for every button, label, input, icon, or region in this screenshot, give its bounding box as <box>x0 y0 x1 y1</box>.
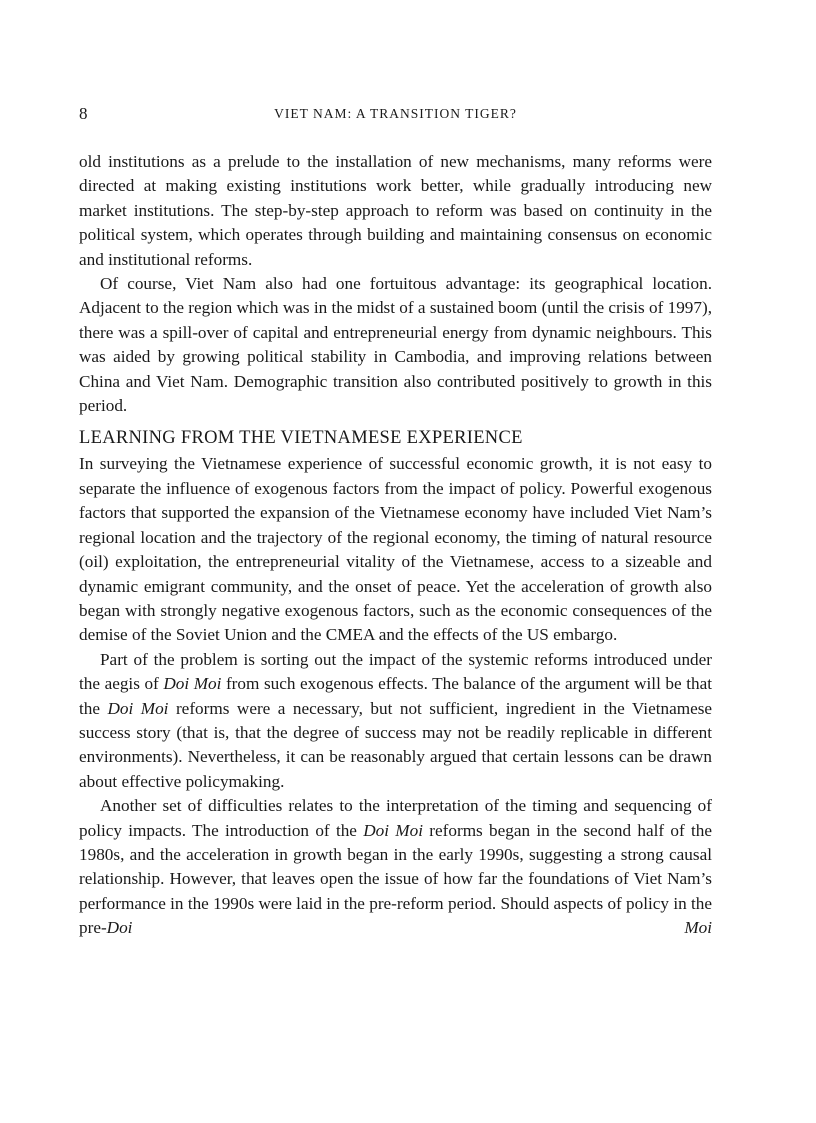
paragraph-5-text-2: reforms began in the second half of the 1980s, and the acceleration in growth began in the early 1990s, suggesting a strong causal relationship. However, that leaves open the issue of how far the foundations of Viet Nam’s performance in the 1990s were laid in the pre-reform period. Should aspects of policy in the pre- <box>79 820 712 938</box>
running-title: VIET NAM: A TRANSITION TIGER? <box>274 106 517 121</box>
paragraph-3: In surveying the Vietnamese experience of successful economic growth, it is not easy to separate the influence of exogenous factors from the impact of policy. Powerful exogenous factors that supported the expansion of the Vietnamese economy have included Viet Nam’s regional location and the trajectory of the regional economy, the timing of natural resource (oil) exploitation, the entrepreneurial vitality of the Vietnamese, access to a sizeable and dynamic emigrant community, and the onset of peace. Yet the acceleration of growth also began with strongly negative exogenous factors, such as the economic consequences of the demise of the Soviet Union and the CMEA and the effects of the US embargo. <box>79 454 712 645</box>
paragraph-4-text-2: from such exogenous effects. The balance of the argument will be that the <box>79 674 712 718</box>
paragraph-4-term-2: Doi Moi <box>107 698 169 718</box>
paragraph-1: old institutions as a prelude to the installation of new mechanisms, many reforms were directed at making existing institutions work better, while gradually introducing new market institutions. The step-by-step approach to reform was based on continuity in the political system, which operates through building and maintaining consensus on economic and institutional reforms. <box>79 152 712 269</box>
paragraph-4-text-3: reforms were a necessary, but not sufficient, ingredient in the Vietnamese success story (that is, that the degree of success may not be readily replicable in different environments). Nevertheless, it can be reasonably argued that certain lessons can be drawn about effective policymaking. <box>79 698 713 791</box>
paragraph-4 <box>79 648 712 794</box>
paragraph-5-text-1: Another set of difficulties relates to the interpretation of the timing and sequencing of policy impacts. The introduction of the <box>79 796 712 840</box>
running-head <box>79 104 712 128</box>
section-heading: LEARNING FROM THE VIETNAMESE EXPERIENCE <box>79 428 523 449</box>
paragraph-4-term-1: Doi Moi <box>163 674 222 694</box>
book-page <box>79 104 712 941</box>
paragraph-4-text-1: Part of the problem is sorting out the impact of the systemic reforms introduced under the aegis of <box>79 649 712 694</box>
page-number: 8 <box>79 104 88 123</box>
body-text <box>79 150 712 941</box>
paragraph-5-term-1: Doi Moi <box>363 820 423 840</box>
paragraph-5-term-2: Doi Moi <box>106 918 712 938</box>
paragraph-5 <box>79 794 712 940</box>
paragraph-2: Of course, Viet Nam also had one fortuitous advantage: its geographical location. Adjacent to the region which was in the midst of a sustained boom (until the crisis of 1997), there was a spill-over of capital and entrepreneurial energy from dynamic neighbours. This was aided by growing political stability in Cambodia, and improving relations between China and Viet Nam. Demographic transition also contributed positively to growth in this period. <box>79 274 712 416</box>
